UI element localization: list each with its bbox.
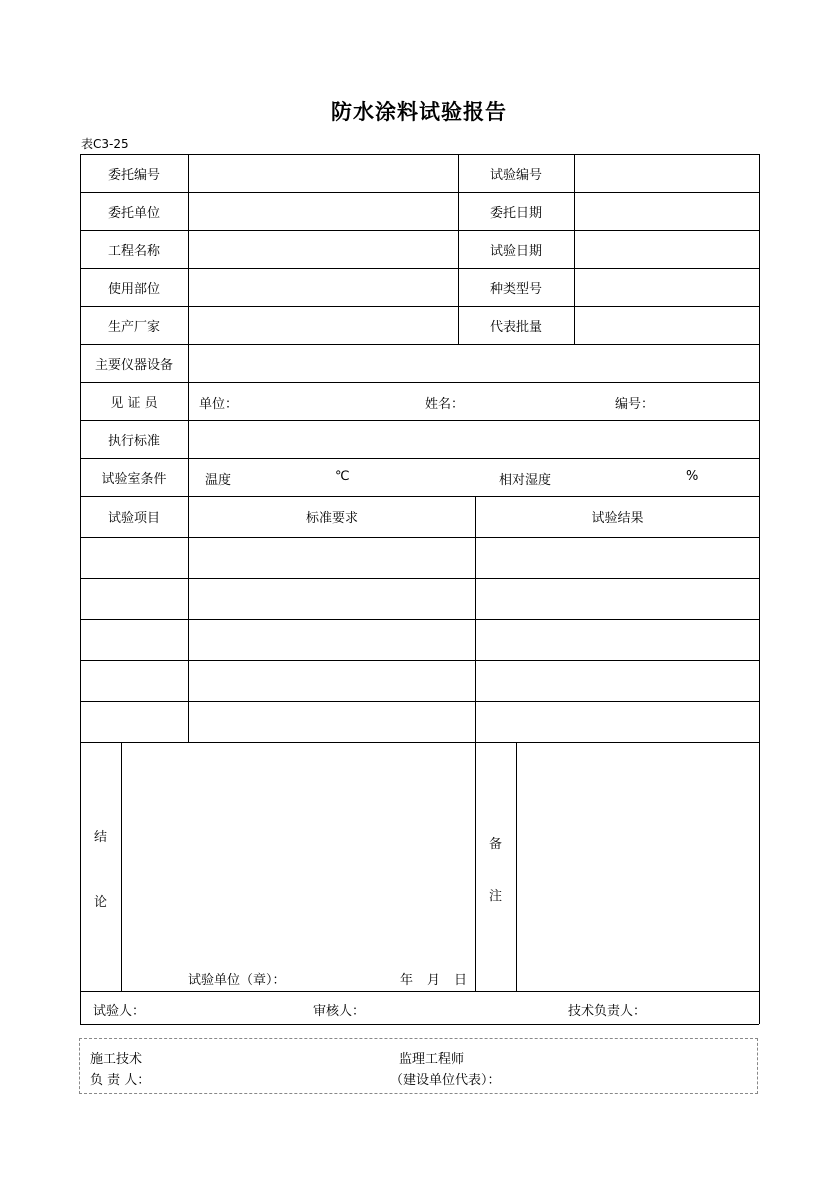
manufacturer-label: 生产厂家 — [107, 319, 160, 335]
type-model-label: 种类型号 — [489, 281, 542, 297]
conclusion-field[interactable] — [122, 743, 475, 963]
table-cell[interactable] — [189, 538, 475, 578]
project-name-label: 工程名称 — [107, 243, 160, 259]
table-row[interactable] — [81, 661, 188, 701]
standard-field[interactable] — [189, 420, 759, 458]
table-cell[interactable] — [189, 579, 475, 619]
construction-tech-label-line2: 负 责 人： — [90, 1073, 151, 1088]
table-row[interactable] — [81, 620, 188, 660]
commission-no-field[interactable] — [189, 154, 458, 192]
usage-part-field[interactable] — [189, 268, 458, 306]
project-name-field[interactable] — [189, 230, 458, 268]
batch-field[interactable] — [575, 306, 759, 344]
table-cell[interactable] — [476, 579, 759, 619]
table-row[interactable] — [81, 702, 188, 742]
commission-date-label: 委托日期 — [489, 205, 542, 221]
table-cell[interactable] — [476, 702, 759, 742]
commission-date-field[interactable] — [575, 192, 759, 230]
table-row[interactable] — [81, 538, 188, 578]
table-cell[interactable] — [189, 661, 475, 701]
month-label: 月 — [427, 973, 441, 988]
supervisor-label-line2: （建设单位代表）： — [390, 1073, 501, 1088]
table-cell[interactable] — [476, 620, 759, 660]
table-row[interactable] — [81, 579, 188, 619]
table-cell[interactable] — [189, 620, 475, 660]
table-cell[interactable] — [476, 661, 759, 701]
conclusion-label-top: 结 — [94, 830, 108, 845]
remarks-label-bottom: 注 — [489, 889, 503, 904]
commission-unit-field[interactable] — [189, 192, 458, 230]
header-test-result: 试验结果 — [591, 511, 644, 526]
day-label: 日 — [454, 973, 468, 988]
table-border-bottom — [80, 1024, 759, 1025]
table-cell[interactable] — [476, 538, 759, 578]
witness-name-label: 姓名： — [425, 397, 465, 412]
usage-part-label: 使用部位 — [107, 281, 160, 297]
witness-unit-label: 单位： — [199, 397, 239, 412]
row-divider — [80, 991, 759, 992]
type-model-field[interactable] — [575, 268, 759, 306]
equipment-label: 主要仪器设备 — [94, 357, 173, 373]
witness-label: 见 证 员 — [110, 395, 158, 411]
remarks-label-top: 备 — [489, 837, 503, 852]
remarks-field[interactable] — [517, 743, 759, 991]
manufacturer-field[interactable] — [189, 306, 458, 344]
test-no-label: 试验编号 — [489, 167, 542, 183]
table-cell[interactable] — [189, 702, 475, 742]
standard-label: 执行标准 — [107, 433, 160, 449]
conclusion-label-bottom: 论 — [94, 895, 108, 910]
humidity-unit: % — [686, 469, 699, 484]
construction-tech-label-line1: 施工技术 — [90, 1052, 143, 1067]
test-date-field[interactable] — [575, 230, 759, 268]
supervisor-label-line1: 监理工程师 — [399, 1052, 465, 1067]
tech-lead-label: 技术负责人： — [568, 1004, 647, 1019]
witness-no-label: 编号： — [615, 397, 655, 412]
form-code: 表C3-25 — [81, 137, 129, 151]
page-title: 防水涂料试验报告 — [331, 100, 507, 124]
temperature-label: 温度 — [205, 473, 232, 488]
humidity-label: 相对湿度 — [499, 473, 552, 488]
table-border-right — [759, 154, 760, 1024]
test-unit-seal-label: 试验单位（章）： — [188, 973, 286, 988]
year-label: 年 — [400, 973, 414, 988]
header-test-item: 试验项目 — [107, 511, 160, 526]
test-no-field[interactable] — [575, 154, 759, 192]
batch-label: 代表批量 — [489, 319, 542, 335]
commission-no-label: 委托编号 — [107, 167, 160, 183]
lab-condition-label: 试验室条件 — [101, 471, 167, 487]
tester-label: 试验人： — [93, 1004, 146, 1019]
reviewer-label: 审核人： — [313, 1004, 366, 1019]
temperature-unit: ℃ — [335, 469, 350, 484]
commission-unit-label: 委托单位 — [107, 205, 160, 221]
equipment-field[interactable] — [189, 344, 759, 382]
test-date-label: 试验日期 — [489, 243, 542, 259]
header-standard-requirement: 标准要求 — [305, 511, 358, 526]
